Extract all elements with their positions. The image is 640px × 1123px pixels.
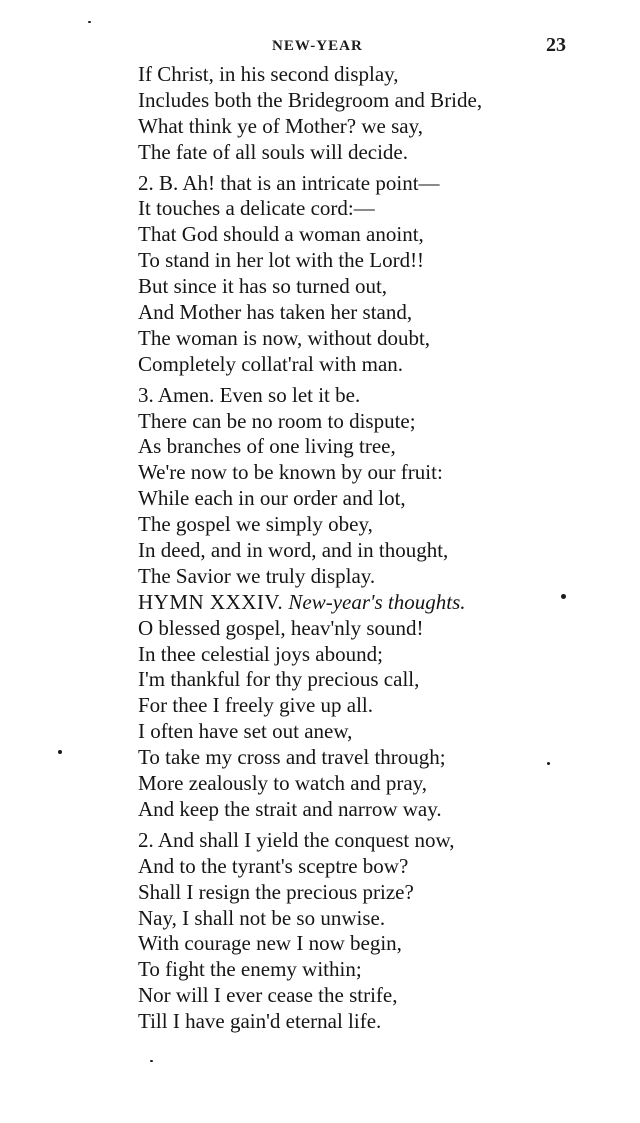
verse-line: 2. B. Ah! that is an intricate point—: [138, 170, 440, 195]
verse-line: What think ye of Mother? we say,: [138, 113, 423, 138]
verse-line: If Christ, in his second display,: [138, 62, 399, 86]
stanza-2: [138, 171, 578, 378]
page-header: [0, 34, 640, 64]
verse-line: The Savior we truly display.: [138, 563, 376, 588]
verse-line: We're now to be known by our fruit:: [138, 460, 443, 485]
verse-line: The gospel we simply obey,: [138, 512, 373, 537]
verse-line: 3. Amen. Even so let it be.: [138, 382, 361, 407]
verse-line: I often have set out anew,: [138, 719, 353, 744]
ink-speck: [88, 21, 91, 23]
ink-speck: [547, 762, 550, 765]
verse-line: And to the tyrant's sceptre bow?: [138, 853, 409, 878]
verse-line: For thee I freely give up all.: [138, 693, 373, 718]
verse-line: In deed, and in word, and in thought,: [138, 538, 449, 563]
verse-line: O blessed gospel, heav'nly sound!: [138, 615, 424, 640]
ink-speck: [150, 1060, 153, 1062]
hymn-heading: [138, 590, 578, 616]
verse-line: But since it has so turned out,: [138, 274, 388, 299]
verse-line: It touches a delicate cord:—: [138, 196, 375, 221]
stanza-3: [138, 383, 578, 590]
hymn-subtitle: New-year's thoughts.: [288, 589, 466, 614]
page-number: 23: [546, 34, 566, 56]
hymn-stanza-1: [138, 616, 578, 823]
verse-line: 2. And shall I yield the conquest now,: [138, 827, 455, 852]
running-head: NEW-YEAR: [272, 38, 363, 54]
verse-line: More zealously to watch and pray,: [138, 771, 428, 796]
verse-line: Nay, I shall not be so unwise.: [138, 905, 386, 930]
verse-line: I'm thankful for thy precious call,: [138, 667, 420, 692]
verse-line: Nor will I ever cease the strife,: [138, 983, 398, 1008]
verse-line: Till I have gain'd eternal life.: [138, 1009, 382, 1034]
hymn-text: [138, 62, 578, 1035]
verse-line: And keep the strait and narrow way.: [138, 796, 442, 821]
verse-line: That God should a woman anoint,: [138, 222, 424, 247]
verse-line: Shall I resign the precious prize?: [138, 879, 414, 904]
verse-line: With courage new I now begin,: [138, 931, 402, 956]
verse-line: Completely collat'ral with man.: [138, 351, 404, 376]
verse-line: There can be no room to dispute;: [138, 408, 416, 433]
verse-line: The fate of all souls will decide.: [138, 139, 408, 164]
hymn-title: HYMN XXXIV.: [138, 589, 284, 614]
verse-line: Includes both the Bridegroom and Bride,: [138, 87, 483, 112]
verse-line: While each in our order and lot,: [138, 486, 406, 511]
verse-line: In thee celestial joys abound;: [138, 641, 383, 666]
hymn-stanza-2: [138, 828, 578, 1035]
ink-speck: [561, 594, 566, 599]
ink-speck: [58, 750, 62, 754]
verse-line: And Mother has taken her stand,: [138, 300, 413, 325]
verse-line: As branches of one living tree,: [138, 434, 396, 459]
verse-line: To take my cross and travel through;: [138, 745, 446, 770]
verse-line: To fight the enemy within;: [138, 957, 362, 982]
stanza-1: [138, 62, 578, 166]
verse-line: To stand in her lot with the Lord!!: [138, 248, 425, 273]
verse-line: The woman is now, without doubt,: [138, 325, 431, 350]
